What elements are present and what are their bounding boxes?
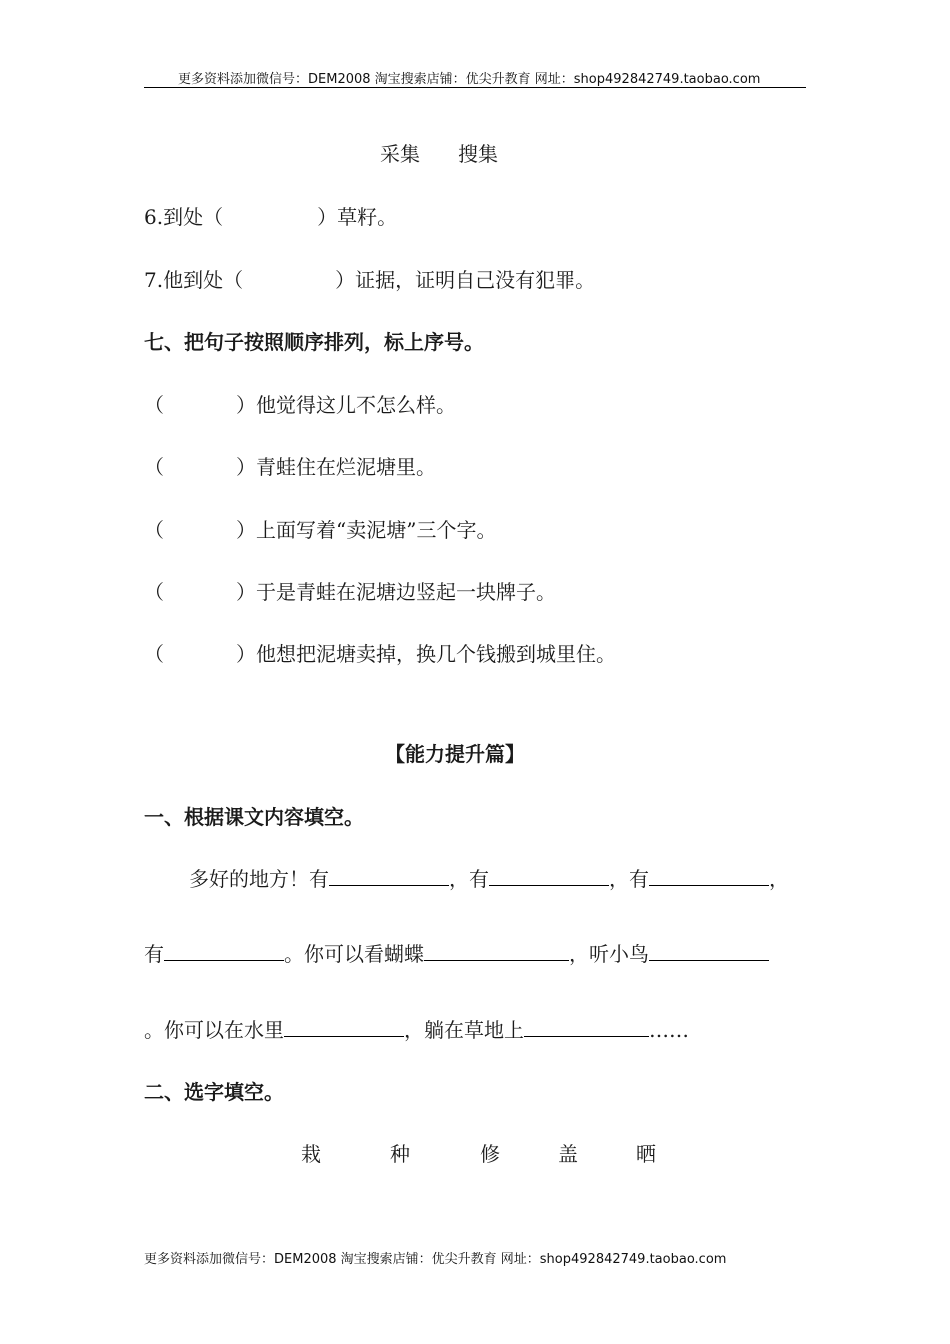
fill-paragraph-line-3 [144,1014,689,1043]
order-item [144,576,556,605]
para-text: ，有 [449,867,489,891]
ability-q1-title: 一、根据课文内容填空。 [144,805,364,829]
fill-paragraph-line-2 [144,938,769,967]
fill-item-6-post: ）草籽。 [317,205,398,229]
order-item [144,638,616,667]
fill-blank[interactable] [649,940,769,961]
order-sentence: 青蛙住在烂泥塘里。 [256,455,436,479]
word-choice-a: 采集 [380,142,420,166]
order-sentence: 他想把泥塘卖掉，换几个钱搬到城里住。 [256,642,616,666]
paren-close: ） [236,580,256,604]
para-text: ，有 [609,867,649,891]
fill-blank[interactable] [649,865,769,886]
order-sentence: 上面写着“卖泥塘”三个字。 [256,518,497,542]
paren-open: （ [144,393,164,417]
fill-item-6 [144,201,397,230]
paren-close: ） [236,455,256,479]
fill-item-7 [144,264,595,293]
para-text: ， [769,867,789,891]
para-text: 。你可以看蝴蝶 [284,942,424,966]
order-sentence: 于是青蛙在泥塘边竖起一块牌子。 [256,580,556,604]
char-choice: 盖 [558,1142,578,1166]
paren-open: （ [144,642,164,666]
char-choice: 栽 [301,1142,321,1166]
fill-blank[interactable] [524,1016,649,1037]
paren-close: ） [236,393,256,417]
para-text: 。你可以在水里 [144,1018,284,1042]
fill-item-7-post: ）证据，证明自己没有犯罪。 [335,268,596,292]
fill-blank[interactable] [489,865,609,886]
paren-open: （ [144,455,164,479]
ability-q2-title: 二、选字填空。 [144,1080,284,1104]
para-text: ，听小鸟 [569,942,649,966]
paren-open: （ [144,580,164,604]
fill-item-7-pre: 7.他到处（ [144,268,244,292]
paren-close: ） [236,642,256,666]
order-item [144,451,436,480]
section-7-title: 七、把句子按照顺序排列，标上序号。 [144,330,484,354]
para-text: …… [649,1018,689,1042]
order-item [144,389,456,418]
header-rule [144,87,806,88]
paren-open: （ [144,518,164,542]
paren-close: ） [236,518,256,542]
fill-blank[interactable] [329,865,449,886]
fill-blank[interactable] [284,1016,404,1037]
page-header: 更多资料添加微信号：DEM2008 淘宝搜索店铺：优尖升教育 网址：shop492842749.taobao.com [178,72,761,87]
fill-blank[interactable] [424,940,569,961]
fill-item-6-pre: 6.到处（ [144,205,224,229]
char-choice: 修 [480,1142,500,1166]
page-footer: 更多资料添加微信号：DEM2008 淘宝搜索店铺：优尖升教育 网址：shop492842749.taobao.com [144,1252,727,1267]
ability-heading: 【能力提升篇】 [385,742,525,766]
order-sentence: 他觉得这儿不怎么样。 [256,393,456,417]
char-choice: 种 [390,1142,410,1166]
para-text: ，躺在草地上 [404,1018,524,1042]
char-choice: 晒 [636,1142,656,1166]
order-item [144,514,496,543]
para-text: 有 [144,942,164,966]
fill-paragraph-line-1 [189,863,789,892]
fill-blank[interactable] [164,940,284,961]
word-choice-b: 搜集 [458,142,498,166]
para-text: 多好的地方！有 [189,867,329,891]
